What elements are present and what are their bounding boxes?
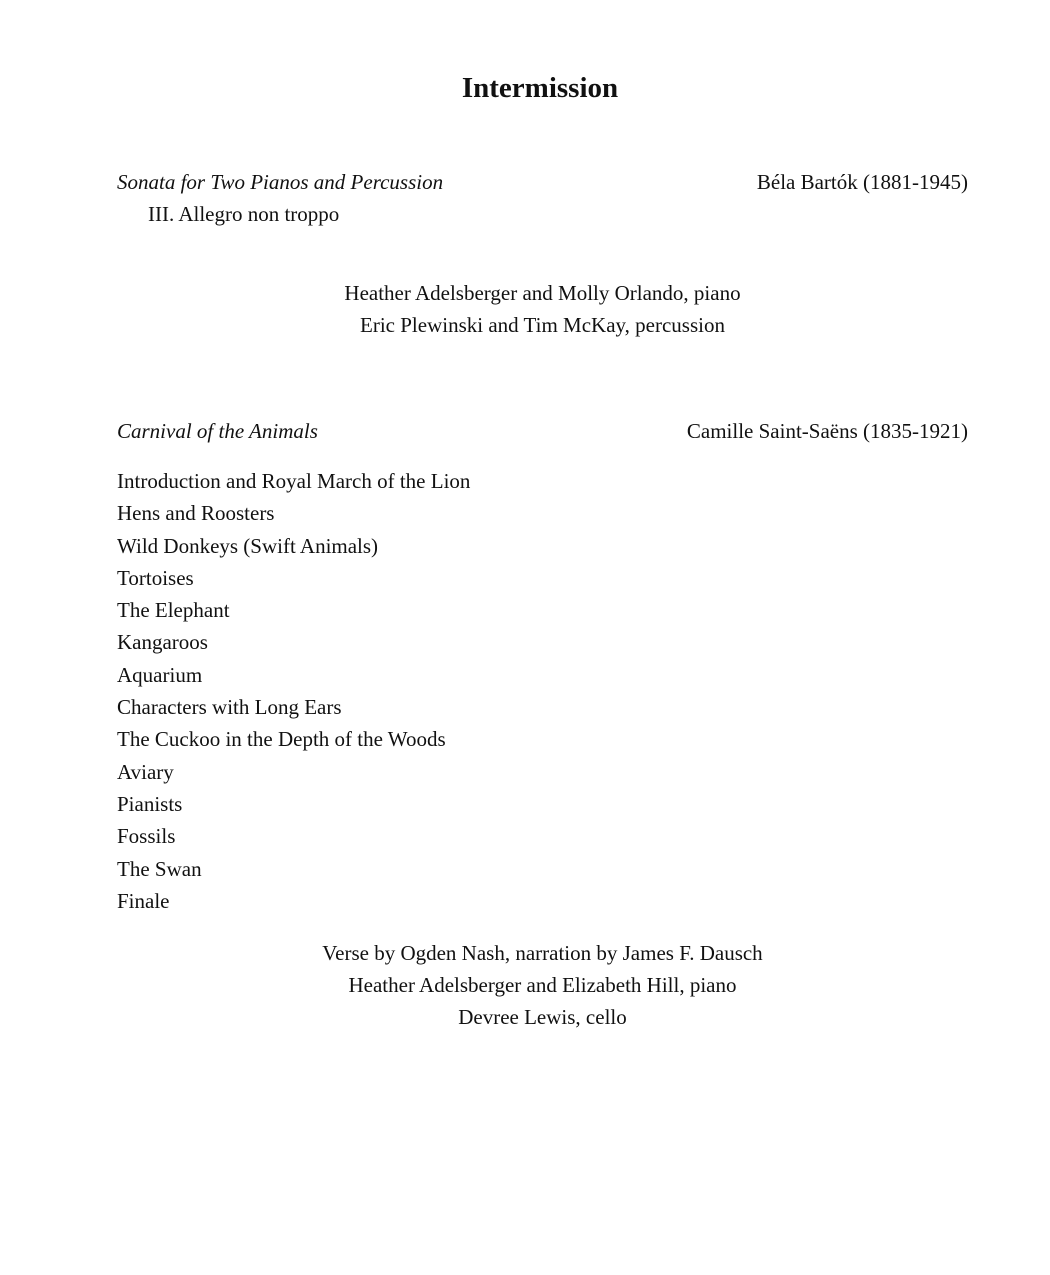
list-item: Aviary — [117, 759, 174, 784]
list-item: The Swan — [117, 856, 202, 881]
credit-line: Verse by Ogden Nash, narration by James F. Dausch — [322, 941, 763, 965]
work-title: Sonata for Two Pianos and Percussion — [117, 170, 444, 194]
list-item: Kangaroos — [117, 630, 208, 655]
list-item: The Elephant — [117, 598, 230, 623]
performer-line: Heather Adelsberger and Molly Orlando, piano — [344, 281, 741, 305]
movement-list — [117, 465, 470, 917]
work-title: Carnival of the Animals — [117, 419, 318, 443]
list-item: Pianists — [117, 791, 183, 816]
movement-title: III. Allegro non troppo — [148, 202, 340, 226]
credit-line: Heather Adelsberger and Elizabeth Hill, piano — [348, 973, 737, 997]
list-item: The Cuckoo in the Depth of the Woods — [117, 727, 446, 752]
credit-line: Devree Lewis, cello — [458, 1005, 627, 1029]
list-item: Hens and Roosters — [117, 501, 275, 526]
performers-sonata — [117, 277, 968, 341]
page-title: Intermission — [461, 72, 619, 104]
list-item: Finale — [117, 888, 170, 913]
performer-line: Eric Plewinski and Tim McKay, percussion — [360, 313, 725, 337]
composer: Béla Bartók (1881-1945) — [756, 170, 968, 194]
list-item: Introduction and Royal March of the Lion — [117, 469, 471, 493]
list-item: Fossils — [117, 824, 176, 849]
credits-carnival — [117, 937, 968, 1033]
work-header-carnival — [117, 419, 968, 444]
list-item: Characters with Long Ears — [117, 695, 342, 720]
composer: Camille Saint-Saëns (1835-1921) — [686, 419, 968, 443]
list-item: Aquarium — [117, 662, 203, 687]
list-item: Wild Donkeys (Swift Animals) — [117, 533, 379, 558]
work-header-sonata — [117, 170, 968, 195]
list-item: Tortoises — [117, 565, 194, 590]
